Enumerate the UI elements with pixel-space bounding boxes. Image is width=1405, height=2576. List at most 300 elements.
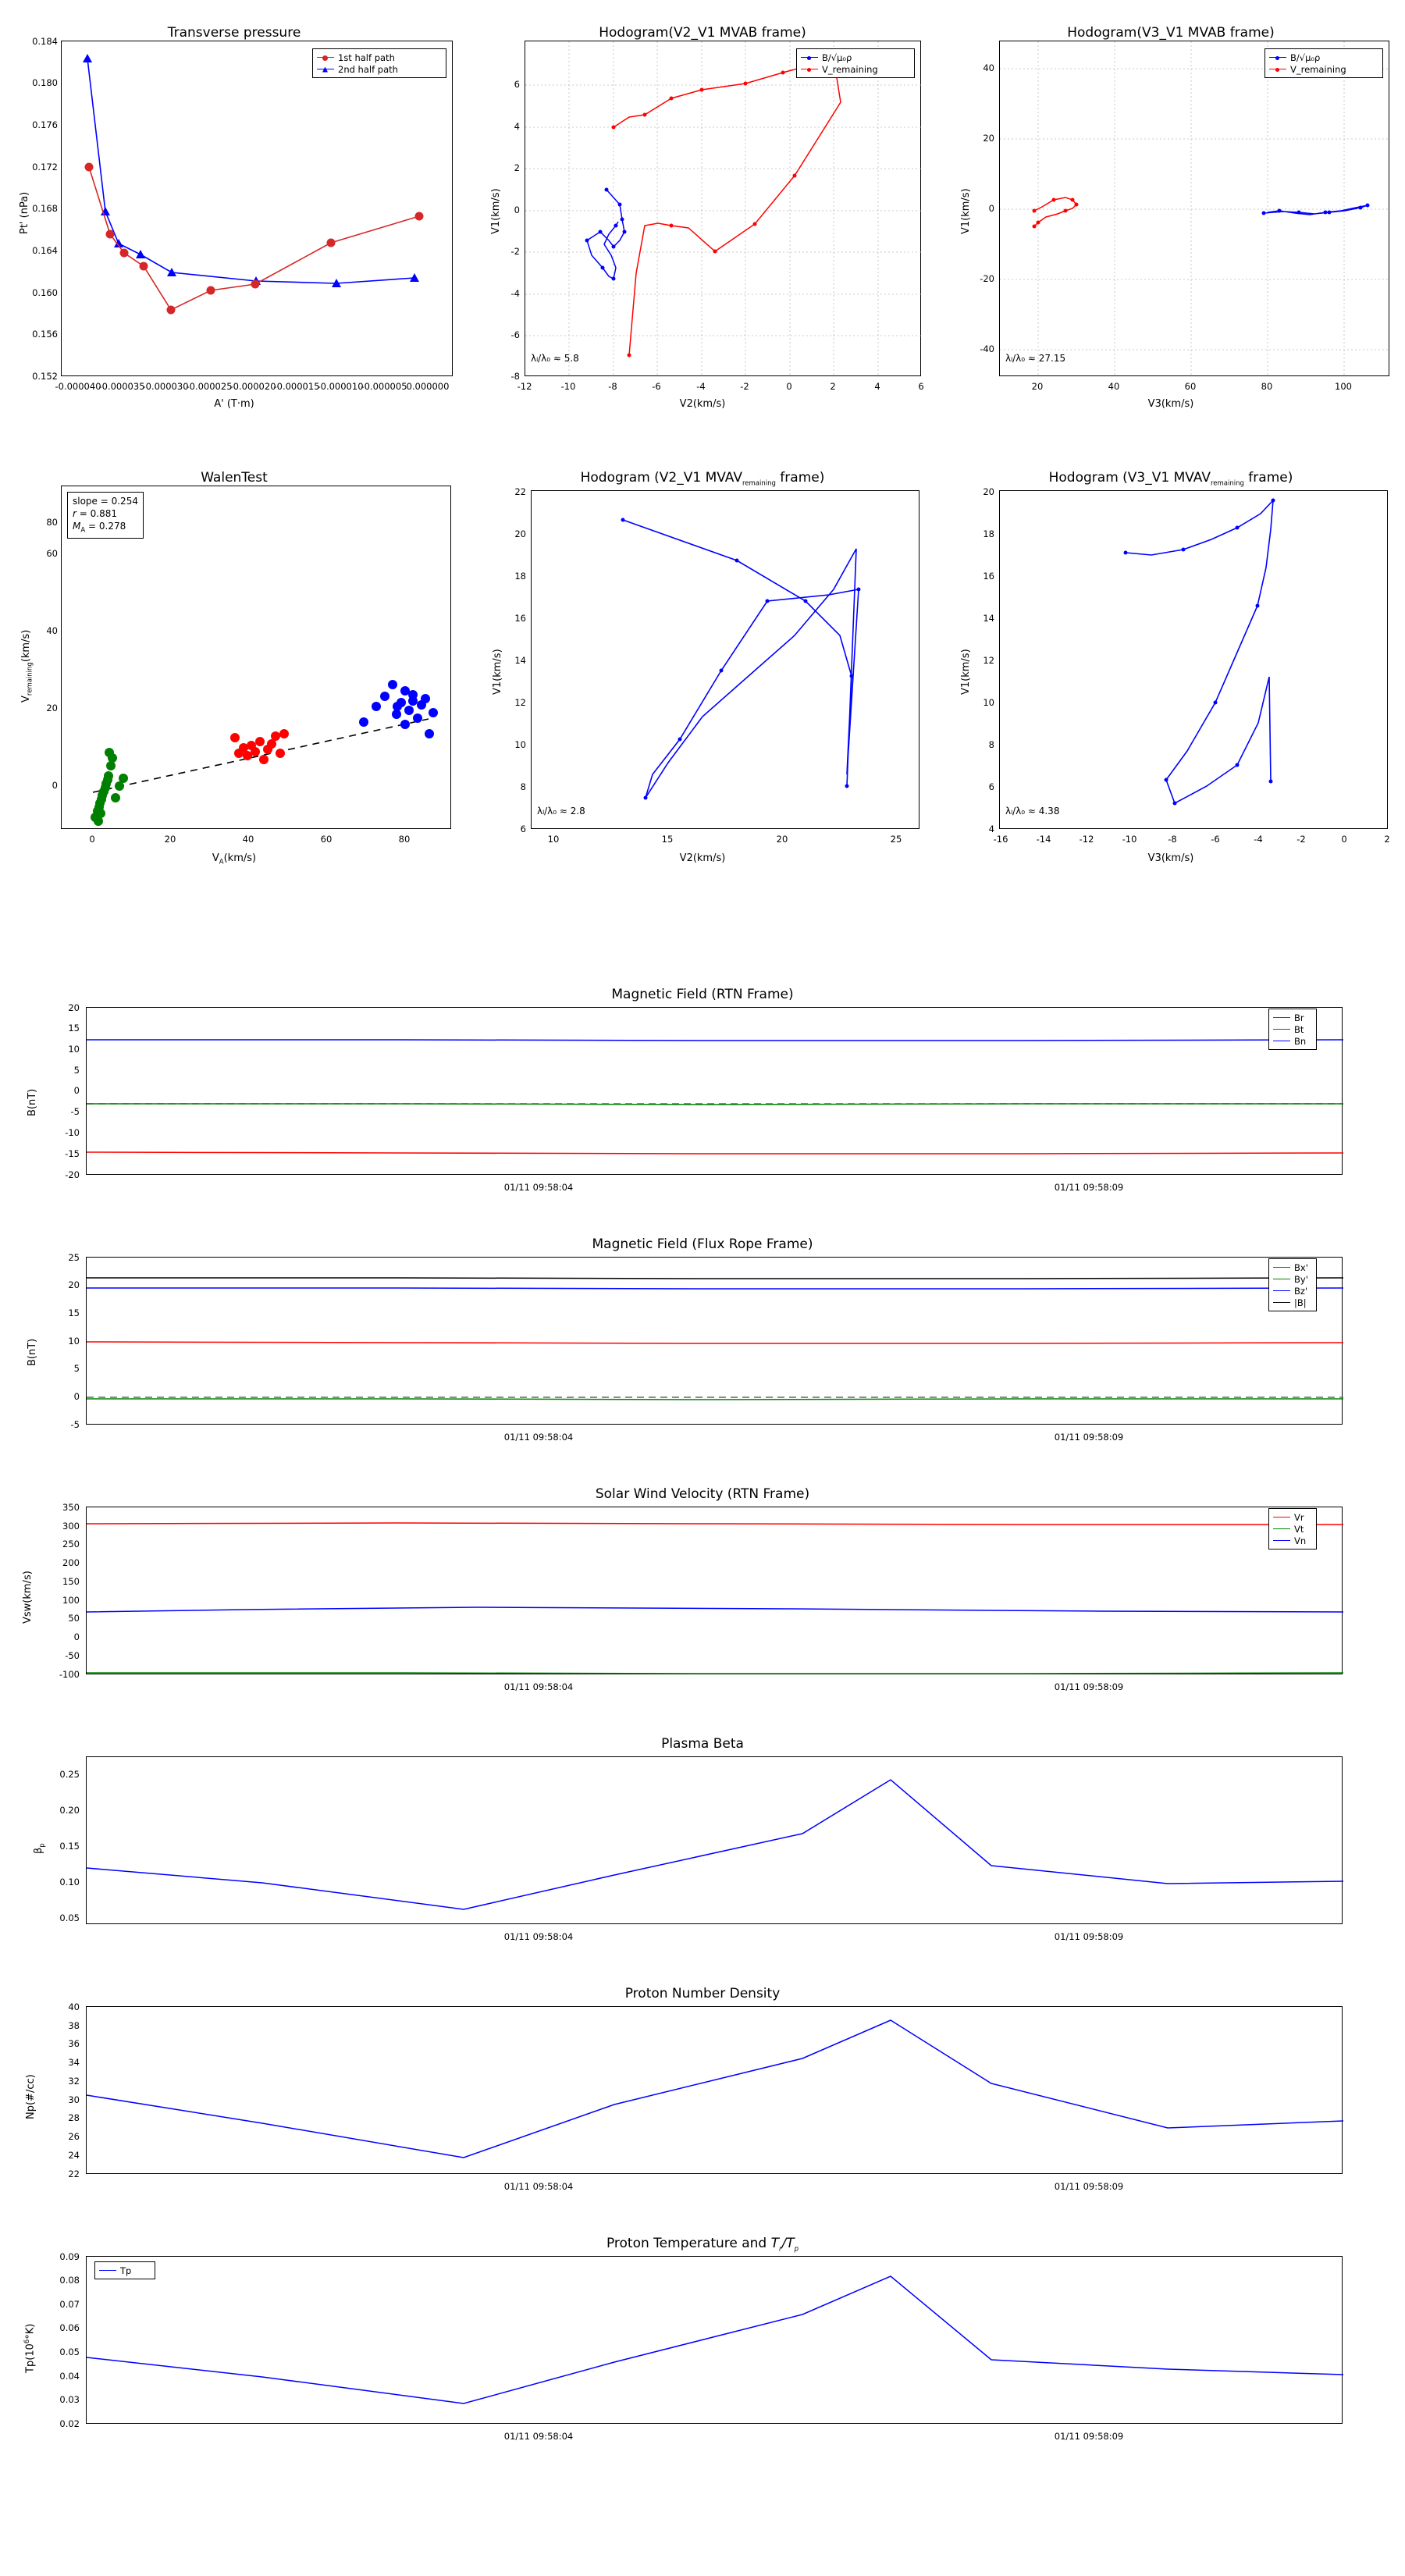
legend-label: B/√μ₀ρ [822, 52, 852, 63]
y-tick: 2 [514, 162, 520, 173]
series-np-line [87, 2020, 1343, 2158]
y-tick: 0.180 [32, 77, 58, 88]
x-tick: 20 [776, 834, 788, 845]
panel-plasma-beta [0, 1725, 1405, 1952]
x-tick: 6 [918, 381, 924, 392]
x-tick: 100 [1335, 381, 1352, 392]
y-tick: 8 [520, 781, 526, 792]
legend-entry [1273, 1285, 1312, 1297]
y-tick: 10 [68, 1336, 80, 1347]
y-tick: 30 [68, 2094, 80, 2105]
x-axis-label: A' (T·m) [214, 398, 254, 410]
x-tick: -14 [1036, 834, 1051, 845]
y-tick: 6 [520, 824, 526, 834]
y-tick: 4 [514, 121, 520, 132]
x-tick: 0 [786, 381, 792, 392]
y-tick: 15 [68, 1023, 80, 1034]
y-tick: 0.168 [32, 203, 58, 214]
series-vr-line [87, 1523, 1343, 1525]
x-tick: 01/11 09:58:09 [1054, 2181, 1124, 2192]
panel-title: Hodogram (V3_V1 $MVAV_{remaining}$ frame) [1048, 470, 1293, 488]
y-tick: 40 [68, 2001, 80, 2012]
y-tick: 0 [73, 1631, 80, 1642]
series-group-green [91, 748, 128, 826]
legend-label: Br [1294, 1012, 1304, 1023]
y-axis-label: Np(#/cc) [25, 2074, 37, 2119]
y-tick: 0.03 [59, 2394, 80, 2405]
y-tick: 5 [73, 1363, 80, 1374]
panel-title: Proton Number Density [624, 1986, 781, 2001]
y-tick: 0.04 [59, 2371, 80, 2382]
x-tick: -0.000025 [186, 381, 233, 392]
y-tick: 150 [62, 1576, 80, 1587]
panel-title: Magnetic Field (Flux Rope Frame) [592, 1236, 813, 1252]
plot-area [86, 2006, 1343, 2174]
x-tick: 40 [1108, 381, 1120, 392]
x-tick: 01/11 09:58:04 [503, 2431, 574, 2442]
y-tick: 0 [514, 205, 520, 215]
panel-solar-wind-velocity-rtn [0, 1475, 1405, 1702]
x-tick: 20 [1031, 381, 1044, 392]
series-path-markers [1124, 499, 1275, 806]
panel-title: Solar Wind Velocity (RTN Frame) [595, 1486, 810, 1502]
x-tick: -12 [517, 381, 532, 392]
panel-hodogram-v3v1-mvav [937, 445, 1405, 882]
walen-r: r = 0.881 [73, 508, 117, 520]
y-tick: 0.02 [59, 2418, 80, 2429]
y-tick: -20 [65, 1169, 80, 1180]
x-tick: -4 [1254, 834, 1263, 845]
y-tick: 36 [68, 2038, 80, 2049]
x-tick: -10 [1122, 834, 1137, 845]
plot-area [86, 1756, 1343, 1924]
panel-title: Plasma Beta [661, 1736, 744, 1752]
grid-lines [525, 41, 922, 377]
y-tick: 14 [514, 655, 526, 666]
y-tick: 0 [52, 780, 58, 791]
y-tick: -20 [980, 273, 994, 284]
panel-title: WalenTest [201, 470, 268, 486]
y-tick: 24 [68, 2150, 80, 2161]
legend [94, 2261, 155, 2279]
legend-entry [801, 63, 910, 75]
x-axis-label: V3(km/s) [1147, 852, 1194, 864]
legend-entry [1273, 1511, 1312, 1523]
series-tp-line [87, 2276, 1343, 2403]
walen-stats-box [67, 492, 144, 539]
y-tick: 0.164 [32, 245, 58, 256]
y-tick: 0.05 [59, 2347, 80, 2357]
y-tick: -10 [65, 1127, 80, 1138]
eigenvalue-annotation: λₗ/λ₀ ≈ 5.8 [531, 353, 579, 364]
y-tick: 5 [73, 1065, 80, 1076]
y-tick: 0.25 [59, 1769, 80, 1780]
y-tick: 34 [68, 2057, 80, 2068]
y-tick: 80 [46, 517, 58, 528]
x-tick: -0.000040 [55, 381, 101, 392]
legend-label: Bn [1294, 1035, 1307, 1047]
x-tick: -0.000020 [229, 381, 276, 392]
y-tick: -40 [980, 343, 994, 354]
y-tick: -5 [70, 1419, 80, 1430]
x-tick: 01/11 09:58:04 [503, 1681, 574, 1692]
y-tick: 8 [988, 739, 994, 750]
plot-area [999, 490, 1388, 829]
x-axis-label: V2(km/s) [679, 398, 726, 410]
plot-area [86, 1007, 1343, 1175]
y-tick: 15 [68, 1308, 80, 1318]
x-tick: -0.000005 [361, 381, 407, 392]
y-tick: 350 [62, 1502, 80, 1513]
legend-label: 2nd half path [338, 63, 398, 75]
series-group-blue [359, 680, 438, 738]
series-1st-half-markers [85, 163, 424, 315]
panel-title: Proton Temperature and $T_r/T_p$ [606, 2236, 799, 2254]
y-axis-label: Pt' (nPa) [19, 191, 30, 234]
x-tick: 2 [830, 381, 836, 392]
x-tick: 01/11 09:58:09 [1054, 1432, 1124, 1443]
legend-label: Tp [120, 2265, 132, 2276]
legend-entry [1273, 1261, 1312, 1273]
series-bn-line [87, 1040, 1343, 1041]
panel-title: Hodogram (V2_V1 $MVAV_{remaining}$ frame) [580, 470, 825, 488]
series-path-line [1126, 500, 1273, 803]
legend-entry [1273, 1023, 1312, 1035]
x-tick: 2 [1384, 834, 1390, 845]
plot-area [61, 41, 453, 376]
panel-proton-number-density [0, 1975, 1405, 2201]
x-tick: 80 [398, 834, 411, 845]
legend-entry [317, 63, 442, 75]
x-tick: 01/11 09:58:09 [1054, 1182, 1124, 1193]
legend-swatch-vt [1273, 1528, 1290, 1529]
y-tick: 10 [983, 697, 994, 708]
y-tick: 26 [68, 2131, 80, 2142]
y-axis-label: V1(km/s) [960, 188, 972, 234]
legend-label: Vn [1294, 1535, 1307, 1546]
y-tick: 0.160 [32, 287, 58, 298]
x-tick: -8 [1168, 834, 1177, 845]
panel-title: Hodogram(V3_V1 MVAB frame) [1067, 25, 1275, 41]
x-tick: 01/11 09:58:04 [503, 2181, 574, 2192]
y-tick: 10 [68, 1044, 80, 1055]
legend-swatch-vn [1273, 1540, 1290, 1541]
y-axis-label: V1(km/s) [490, 188, 502, 234]
panel-transverse-pressure [0, 0, 468, 422]
plot-svg [87, 2007, 1343, 2175]
panel-title: Transverse pressure [167, 25, 301, 41]
plot-svg [87, 2257, 1343, 2425]
y-tick: 32 [68, 2076, 80, 2087]
series-1st-half-line [89, 167, 419, 310]
y-tick: 14 [983, 613, 994, 624]
x-tick: 01/11 09:58:09 [1054, 1931, 1124, 1942]
legend-entry [1273, 1273, 1312, 1285]
series-2nd-half-line [87, 59, 414, 283]
x-tick: 01/11 09:58:09 [1054, 1681, 1124, 1692]
legend [1268, 1009, 1317, 1050]
plot-svg [87, 1008, 1343, 1176]
series-beta-line [87, 1780, 1343, 1909]
x-tick: 01/11 09:58:04 [503, 1931, 574, 1942]
y-tick: 250 [62, 1539, 80, 1550]
legend-entry [1273, 1523, 1312, 1535]
legend-entry [801, 52, 910, 63]
series-bt-line [87, 1104, 1343, 1105]
walen-fit-line [93, 719, 429, 792]
series-bzprime-line [87, 1288, 1343, 1289]
x-tick: -8 [608, 381, 617, 392]
y-tick: 0.09 [59, 2251, 80, 2262]
y-tick: 100 [62, 1595, 80, 1606]
y-tick: -15 [65, 1148, 80, 1159]
x-tick: 60 [1184, 381, 1197, 392]
x-tick: 0 [1341, 834, 1347, 845]
legend [796, 48, 915, 78]
series-2nd-half-markers [83, 54, 419, 287]
legend-label: Bx' [1294, 1261, 1308, 1273]
y-tick: 20 [68, 1002, 80, 1013]
panel-walen-test [0, 445, 468, 882]
panel-title: Hodogram(V2_V1 MVAB frame) [599, 25, 806, 41]
panel-proton-temperature [0, 2225, 1405, 2459]
eigenvalue-annotation: λₗ/λ₀ ≈ 27.15 [1005, 353, 1066, 364]
x-tick: 60 [320, 834, 333, 845]
series-v-remaining-line [614, 59, 841, 355]
x-tick: -4 [696, 381, 706, 392]
legend-entry [1269, 52, 1378, 63]
y-tick: 4 [988, 824, 994, 834]
panel-magnetic-field-flux-rope [0, 1226, 1405, 1452]
y-tick: -2 [510, 246, 520, 257]
y-axis-label: $\beta_p$ [33, 1843, 47, 1854]
x-tick: 20 [164, 834, 176, 845]
plot-svg [525, 41, 922, 377]
grid-lines [1000, 41, 1390, 377]
y-tick: 16 [983, 571, 994, 582]
panel-hodogram-v2v1-mvav [468, 445, 937, 882]
y-tick: 0.15 [59, 1841, 80, 1852]
y-tick: 20 [983, 486, 994, 497]
series-group-red [230, 729, 289, 764]
y-axis-label: $V_{remaining}(km/s)$ [20, 629, 34, 703]
panel-magnetic-field-rtn [0, 976, 1405, 1202]
plot-svg [1000, 491, 1389, 830]
y-tick: 0 [988, 203, 994, 214]
y-axis-label: Vsw(km/s) [22, 1571, 34, 1624]
y-axis-label: $Tp(10^6^\circ K)$ [23, 2323, 37, 2373]
plot-svg [87, 1258, 1343, 1425]
y-tick: 6 [988, 781, 994, 792]
y-tick: -6 [510, 329, 520, 340]
y-tick: 0.184 [32, 36, 58, 47]
legend-entry [1269, 63, 1378, 75]
legend-entry [1273, 1035, 1312, 1047]
y-tick: 50 [68, 1613, 80, 1624]
plot-svg [532, 491, 920, 830]
x-axis-label: V2(km/s) [679, 852, 726, 864]
y-tick: 200 [62, 1557, 80, 1568]
plot-svg [87, 1757, 1343, 1925]
y-tick: 18 [983, 528, 994, 539]
legend [1268, 1258, 1317, 1311]
y-tick: 60 [46, 548, 58, 559]
y-tick: 6 [514, 79, 520, 90]
x-tick: 80 [1261, 381, 1273, 392]
series-v-remaining-line [1034, 197, 1076, 226]
series-v-remaining-markers [1033, 198, 1079, 229]
legend-label: Bt [1294, 1023, 1304, 1035]
y-tick: 0.176 [32, 119, 58, 130]
series-path-markers [621, 518, 861, 800]
legend-label: Bz' [1294, 1285, 1308, 1297]
y-tick: 38 [68, 2020, 80, 2031]
x-tick: -16 [993, 834, 1008, 845]
y-tick: 10 [514, 739, 526, 750]
x-tick: 0 [89, 834, 95, 845]
series-vt-line [87, 1673, 1343, 1674]
x-tick: -10 [560, 381, 576, 392]
legend-label: By' [1294, 1273, 1308, 1285]
legend [312, 48, 446, 78]
y-tick: -5 [70, 1106, 80, 1117]
legend-swatch-1st-half [317, 57, 334, 58]
y-tick: 0.10 [59, 1877, 80, 1888]
y-tick: 0.05 [59, 1912, 80, 1923]
x-tick: -0.000010 [317, 381, 364, 392]
x-tick: -0.000035 [98, 381, 145, 392]
y-tick: 22 [514, 486, 526, 497]
y-tick: -100 [59, 1669, 80, 1680]
y-tick: 0.06 [59, 2322, 80, 2333]
plot-svg [87, 1507, 1343, 1675]
y-tick: 28 [68, 2112, 80, 2123]
plot-svg [1000, 41, 1390, 377]
plot-svg [62, 41, 454, 377]
y-tick: 0.07 [59, 2299, 80, 2310]
x-tick: -12 [1079, 834, 1094, 845]
y-axis-label: B(nT) [27, 1338, 38, 1366]
series-path-line [623, 520, 859, 798]
y-tick: 18 [514, 571, 526, 582]
x-tick: -6 [1211, 834, 1220, 845]
legend-label: |B| [1294, 1297, 1307, 1308]
y-tick: 12 [983, 655, 994, 666]
plot-area [999, 41, 1389, 376]
panel-title: Magnetic Field (RTN Frame) [611, 987, 794, 1002]
y-tick: 0.08 [59, 2275, 80, 2286]
y-tick: 20 [46, 703, 58, 713]
panel-hodogram-v3v1-mvab [937, 0, 1405, 422]
x-tick: 01/11 09:58:09 [1054, 2431, 1124, 2442]
y-axis-label: B(nT) [27, 1088, 38, 1116]
x-tick: -0.000015 [273, 381, 320, 392]
y-tick: 300 [62, 1521, 80, 1532]
legend-entry [317, 52, 442, 63]
legend-swatch-br [1273, 1017, 1290, 1018]
x-tick: 40 [242, 834, 254, 845]
walen-ma: $M_A = 0.278$ [73, 521, 126, 535]
legend-swatch-bzprime [1273, 1290, 1290, 1291]
y-tick: -50 [65, 1650, 80, 1661]
y-tick: 12 [514, 697, 526, 708]
y-tick: 0.172 [32, 162, 58, 173]
legend-label: Vr [1294, 1511, 1304, 1523]
legend-swatch-tp [99, 2270, 116, 2271]
x-tick: -0.000030 [142, 381, 189, 392]
y-tick: 20 [983, 133, 994, 144]
legend-label: B/√μ₀ρ [1290, 52, 1321, 63]
y-axis-label: V1(km/s) [960, 649, 972, 695]
walen-slope: slope = 0.254 [73, 496, 138, 507]
y-tick: 0.152 [32, 371, 58, 382]
y-tick: 40 [46, 625, 58, 636]
y-tick: 0 [73, 1391, 80, 1402]
eigenvalue-annotation: λₗ/λ₀ ≈ 4.38 [1005, 806, 1060, 817]
x-tick: 01/11 09:58:04 [503, 1182, 574, 1193]
panel-hodogram-v2v1-mvab [468, 0, 937, 422]
series-vn-line [87, 1607, 1343, 1612]
x-tick: 01/11 09:58:04 [503, 1432, 574, 1443]
y-tick: 25 [68, 1252, 80, 1263]
series-bmag-line [87, 1278, 1343, 1279]
legend-entry [1273, 1297, 1312, 1308]
series-v-remaining-markers [612, 57, 836, 358]
y-tick: 22 [68, 2169, 80, 2179]
legend-swatch-bmag [1273, 1302, 1290, 1303]
legend [1268, 1508, 1317, 1550]
legend-entry [99, 2265, 151, 2276]
plot-area [86, 1507, 1343, 1674]
legend-swatch-bxprime [1273, 1267, 1290, 1268]
x-tick: -2 [1297, 834, 1306, 845]
legend-swatch-b [801, 57, 818, 58]
series-br-line [87, 1152, 1343, 1154]
x-tick: -2 [740, 381, 749, 392]
legend-label: Vt [1294, 1523, 1304, 1535]
y-tick: 40 [983, 62, 994, 73]
x-tick: 4 [874, 381, 880, 392]
x-tick: -6 [652, 381, 661, 392]
x-axis-label: V3(km/s) [1147, 398, 1194, 410]
y-tick: 0.156 [32, 329, 58, 340]
legend [1264, 48, 1383, 78]
y-tick: 0 [73, 1085, 80, 1096]
plot-area [525, 41, 921, 376]
legend-label: 1st half path [338, 52, 395, 63]
x-tick: 0.000000 [406, 381, 450, 392]
plot-area [531, 490, 919, 829]
legend-label: V_remaining [822, 63, 878, 75]
plot-area [86, 2256, 1343, 2424]
series-b-alfven-markers [585, 188, 627, 281]
x-tick: 15 [661, 834, 674, 845]
legend-swatch-bt [1273, 1029, 1290, 1030]
y-tick: -8 [510, 371, 520, 382]
x-axis-label: $V_A(km/s)$ [212, 852, 257, 866]
eigenvalue-annotation: λₗ/λ₀ ≈ 2.8 [537, 806, 585, 817]
y-tick: 20 [68, 1279, 80, 1290]
x-tick: 10 [547, 834, 560, 845]
series-byprime-line [87, 1399, 1343, 1400]
legend-swatch-b [1269, 57, 1286, 58]
legend-label: V_remaining [1290, 63, 1346, 75]
legend-entry [1273, 1535, 1312, 1546]
x-tick: 25 [890, 834, 902, 845]
y-axis-label: V1(km/s) [492, 649, 503, 695]
series-bxprime-line [87, 1342, 1343, 1343]
plot-area [86, 1257, 1343, 1425]
